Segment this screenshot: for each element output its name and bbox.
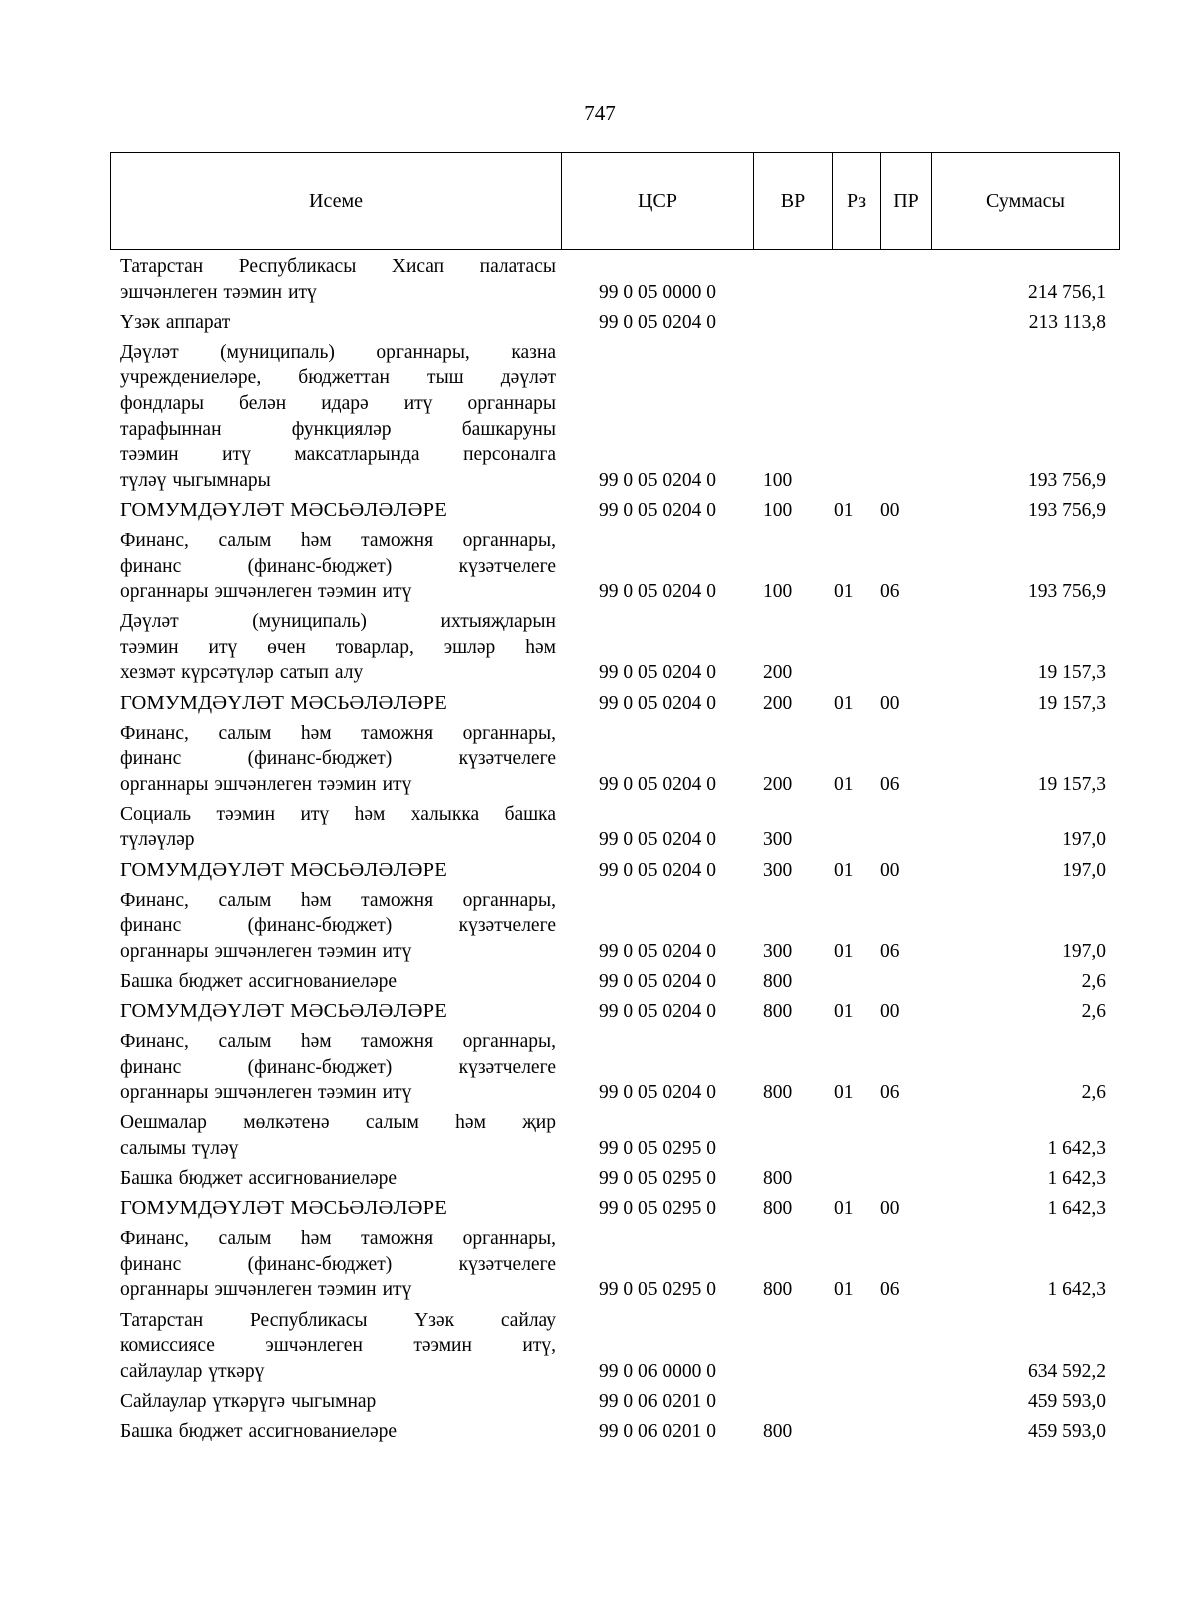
row-values <box>560 691 1120 717</box>
row-csr: 99 0 05 0204 0 <box>599 829 716 851</box>
column-header-name: Исеме <box>309 189 363 212</box>
row-sum: 213 113,8 <box>1028 311 1106 333</box>
table-row <box>110 254 1120 305</box>
row-sum: 459 593,0 <box>1028 1420 1106 1442</box>
row-name-line: Финанс, салым һәм таможня органнары, <box>120 889 556 911</box>
row-values <box>560 1166 1120 1192</box>
row-name-line: органнары эшчәнлеген тәэмин итү <box>120 581 412 603</box>
row-vr: 300 <box>763 859 793 881</box>
row-name-line: финанс (финанс-бюджет) күзәтчелеге <box>120 748 556 770</box>
column-header-rz: Рз <box>832 153 880 249</box>
row-sum: 193 756,9 <box>1028 469 1106 491</box>
row-vr: 800 <box>763 1168 793 1190</box>
row-name-line: органнары эшчәнлеген тәэмин итү <box>120 1082 412 1104</box>
row-sum: 193 756,9 <box>1028 499 1106 521</box>
row-name-line: ГОМУМДӘҮЛӘТ МӘСЬӘЛӘЛӘРЕ <box>120 1197 447 1220</box>
row-name <box>110 1389 556 1415</box>
table-body <box>110 254 1120 1449</box>
table-row <box>110 310 1120 336</box>
row-name-line: Дәүләт (муниципаль) органнары, казна <box>120 341 556 363</box>
row-name <box>110 802 556 853</box>
row-name-line: түләү чыгымнары <box>120 469 271 491</box>
row-csr: 99 0 05 0000 0 <box>599 281 716 303</box>
table-row <box>110 1308 1120 1385</box>
row-name-line: түләүләр <box>120 829 195 851</box>
row-pr: 00 <box>880 692 900 714</box>
table-row <box>110 1166 1120 1192</box>
row-sum: 1 642,3 <box>1047 1138 1106 1159</box>
row-values <box>560 468 1120 494</box>
column-header-pr: ПР <box>880 153 931 249</box>
table-row <box>110 802 1120 853</box>
table-row <box>110 691 1120 717</box>
row-csr: 99 0 05 0204 0 <box>599 1001 716 1023</box>
row-name-line: Башка бюджет ассигнованиеләре <box>120 1168 398 1190</box>
row-pr: 00 <box>880 1198 900 1220</box>
row-name-line: органнары эшчәнлеген тәэмин итү <box>120 1279 412 1301</box>
row-values <box>560 1136 1120 1162</box>
row-rz: 01 <box>834 692 854 714</box>
row-name-line: финанс (финанс-бюджет) күзәтчелеге <box>120 1056 556 1078</box>
row-name <box>110 254 556 305</box>
row-vr: 800 <box>763 1279 793 1301</box>
row-csr: 99 0 05 0204 0 <box>599 662 716 684</box>
row-pr: 06 <box>880 1279 900 1301</box>
row-vr: 800 <box>763 1082 793 1104</box>
row-sum: 19 157,3 <box>1037 773 1106 795</box>
row-name-line: учреждениеләре, бюджеттан тыш дәүләт <box>120 367 556 389</box>
table-row <box>110 1196 1120 1222</box>
row-values <box>560 1196 1120 1222</box>
row-name-line: ГОМУМДӘҮЛӘТ МӘСЬӘЛӘЛӘРЕ <box>120 691 447 714</box>
table-row <box>110 498 1120 524</box>
row-name-line: финанс (финанс-бюджет) күзәтчелеге <box>120 555 556 577</box>
row-sum: 19 157,3 <box>1037 662 1106 684</box>
row-pr: 06 <box>880 940 900 962</box>
row-name-line: салымы түләү <box>120 1138 239 1159</box>
row-values <box>560 827 1120 853</box>
row-csr: 99 0 05 0204 0 <box>599 311 716 333</box>
row-name-line: Социаль тәэмин итү һәм халыкка башка <box>120 803 556 825</box>
row-sum: 197,0 <box>1062 940 1106 962</box>
row-csr: 99 0 05 0204 0 <box>599 581 716 603</box>
row-pr: 06 <box>880 773 900 795</box>
row-pr: 00 <box>880 499 900 521</box>
row-rz: 01 <box>834 773 854 795</box>
row-csr: 99 0 05 0204 0 <box>599 469 716 491</box>
row-name <box>110 969 556 995</box>
row-name-line: финанс (финанс-бюджет) күзәтчелеге <box>120 1253 556 1275</box>
column-header-sum: Суммасы <box>931 153 1119 249</box>
row-name <box>110 340 556 494</box>
row-name <box>110 1226 556 1303</box>
row-vr: 800 <box>763 1001 793 1023</box>
row-csr: 99 0 05 0295 0 <box>599 1138 716 1159</box>
row-sum: 459 593,0 <box>1028 1390 1106 1412</box>
row-values <box>560 310 1120 336</box>
row-name-line: эшчәнлеген тәэмин итү <box>120 281 317 303</box>
row-name-line: ГОМУМДӘҮЛӘТ МӘСЬӘЛӘЛӘРЕ <box>120 1000 447 1023</box>
row-rz: 01 <box>834 940 854 962</box>
row-sum: 2,6 <box>1081 1001 1106 1023</box>
row-name <box>110 1196 556 1222</box>
row-vr: 200 <box>763 692 793 714</box>
row-rz: 01 <box>834 1198 854 1220</box>
table-row <box>110 340 1120 494</box>
row-sum: 634 592,2 <box>1028 1360 1106 1382</box>
row-sum: 2,6 <box>1081 1082 1106 1104</box>
row-vr: 300 <box>763 940 793 962</box>
row-vr: 100 <box>763 469 793 491</box>
table-row <box>110 999 1120 1025</box>
row-csr: 99 0 05 0204 0 <box>599 859 716 881</box>
row-sum: 1 642,3 <box>1047 1198 1106 1220</box>
row-values <box>560 579 1120 605</box>
row-name-line: Башка бюджет ассигнованиеләре <box>120 1420 398 1442</box>
page-number: 747 <box>584 101 616 125</box>
row-vr: 200 <box>763 662 793 684</box>
table-row <box>110 888 1120 965</box>
table-row <box>110 1029 1120 1106</box>
row-rz: 01 <box>834 859 854 881</box>
row-name-line: сайлаулар үткәрү <box>120 1360 265 1382</box>
row-csr: 99 0 05 0204 0 <box>599 499 716 521</box>
row-name <box>110 1308 556 1385</box>
row-sum: 197,0 <box>1062 829 1106 851</box>
row-name <box>110 999 556 1025</box>
row-name-line: Финанс, салым һәм таможня органнары, <box>120 1228 556 1250</box>
row-name-line: ГОМУМДӘҮЛӘТ МӘСЬӘЛӘЛӘРЕ <box>120 498 447 521</box>
row-csr: 99 0 05 0295 0 <box>599 1279 716 1301</box>
row-name <box>110 691 556 717</box>
row-vr: 100 <box>763 499 793 521</box>
row-name <box>110 1419 556 1445</box>
table-row <box>110 969 1120 995</box>
row-pr: 06 <box>880 581 900 603</box>
row-vr: 300 <box>763 829 793 851</box>
row-name <box>110 1110 556 1161</box>
row-name-line: Үзәк аппарат <box>120 311 231 333</box>
row-rz: 01 <box>834 581 854 603</box>
row-name <box>110 528 556 605</box>
row-sum: 19 157,3 <box>1037 692 1106 714</box>
row-values <box>560 858 1120 884</box>
row-name-line: Башка бюджет ассигнованиеләре <box>120 970 398 992</box>
row-rz: 01 <box>834 1001 854 1023</box>
row-name-line: фондлары белән идарә итү органнары <box>120 392 556 414</box>
row-name-line: Татарстан Республикасы Үзәк сайлау <box>120 1309 556 1331</box>
row-name <box>110 498 556 524</box>
row-name-line: Татарстан Республикасы Хисап палатасы <box>120 256 556 277</box>
row-vr: 800 <box>763 1198 793 1220</box>
table-row <box>110 858 1120 884</box>
table-row <box>110 1226 1120 1303</box>
row-vr: 200 <box>763 773 793 795</box>
row-name-line: Финанс, салым һәм таможня органнары, <box>120 1031 556 1053</box>
row-values <box>560 1419 1120 1445</box>
table-row <box>110 528 1120 605</box>
row-sum: 197,0 <box>1062 859 1106 881</box>
table-row <box>110 1389 1120 1415</box>
row-values <box>560 1359 1120 1385</box>
row-pr: 00 <box>880 1001 900 1023</box>
row-name-line: тәэмин итү максатларында персоналга <box>120 444 556 466</box>
row-rz: 01 <box>834 499 854 521</box>
row-csr: 99 0 05 0204 0 <box>599 692 716 714</box>
row-name <box>110 888 556 965</box>
row-csr: 99 0 05 0204 0 <box>599 1082 716 1104</box>
row-name <box>110 1166 556 1192</box>
row-values <box>560 1389 1120 1415</box>
row-values <box>560 660 1120 686</box>
column-header-csr: ЦСР <box>561 153 753 249</box>
row-name-line: тәэмин итү өчен товарлар, эшләр һәм <box>120 636 556 658</box>
row-csr: 99 0 05 0204 0 <box>599 773 716 795</box>
row-values <box>560 772 1120 798</box>
table-row <box>110 609 1120 686</box>
row-sum: 193 756,9 <box>1028 581 1106 603</box>
table-row <box>110 1110 1120 1161</box>
row-name <box>110 858 556 884</box>
row-values <box>560 498 1120 524</box>
table-header <box>110 152 1120 250</box>
row-name-line: Финанс, салым һәм таможня органнары, <box>120 722 556 744</box>
row-csr: 99 0 05 0204 0 <box>599 970 716 992</box>
row-sum: 2,6 <box>1081 970 1106 992</box>
row-name-line: комиссиясе эшчәнлеген тәэмин итү, <box>120 1335 556 1357</box>
row-sum: 1 642,3 <box>1047 1168 1106 1190</box>
row-csr: 99 0 06 0201 0 <box>599 1390 716 1412</box>
row-name <box>110 609 556 686</box>
row-rz: 01 <box>834 1082 854 1104</box>
row-name-line: Сайлаулар үткәрүгә чыгымнар <box>120 1390 377 1412</box>
row-name <box>110 1029 556 1106</box>
row-name-line: финанс (финанс-бюджет) күзәтчелеге <box>120 915 556 937</box>
row-vr: 100 <box>763 581 793 603</box>
row-name <box>110 310 556 336</box>
column-header-vr: ВР <box>753 153 832 249</box>
row-name-line: Дәүләт (муниципаль) ихтыяҗларын <box>120 611 556 633</box>
row-vr: 800 <box>763 1420 793 1442</box>
table-row <box>110 721 1120 798</box>
row-sum: 1 642,3 <box>1047 1279 1106 1301</box>
row-pr: 00 <box>880 859 900 881</box>
row-name-line: тарафыннан функцияләр башкаруны <box>120 418 556 440</box>
row-pr: 06 <box>880 1082 900 1104</box>
row-name-line: хезмәт күрсәтүләр сатып алу <box>120 662 364 684</box>
row-name <box>110 721 556 798</box>
row-csr: 99 0 05 0204 0 <box>599 940 716 962</box>
table-row <box>110 1419 1120 1445</box>
row-name-line: органнары эшчәнлеген тәэмин итү <box>120 773 412 795</box>
row-values <box>560 280 1120 306</box>
row-sum: 214 756,1 <box>1028 281 1106 303</box>
row-csr: 99 0 05 0295 0 <box>599 1168 716 1190</box>
row-rz: 01 <box>834 1279 854 1301</box>
row-csr: 99 0 06 0000 0 <box>599 1360 716 1382</box>
row-values <box>560 1080 1120 1106</box>
row-vr: 800 <box>763 970 793 992</box>
row-values <box>560 1277 1120 1303</box>
row-values <box>560 939 1120 965</box>
row-name-line: Финанс, салым һәм таможня органнары, <box>120 529 556 551</box>
row-csr: 99 0 05 0295 0 <box>599 1198 716 1220</box>
row-name-line: Оешмалар мөлкәтенә салым һәм җир <box>120 1112 556 1134</box>
row-name-line: органнары эшчәнлеген тәэмин итү <box>120 940 412 962</box>
row-values <box>560 969 1120 995</box>
row-csr: 99 0 06 0201 0 <box>599 1420 716 1442</box>
row-name-line: ГОМУМДӘҮЛӘТ МӘСЬӘЛӘЛӘРЕ <box>120 858 447 881</box>
row-values <box>560 999 1120 1025</box>
